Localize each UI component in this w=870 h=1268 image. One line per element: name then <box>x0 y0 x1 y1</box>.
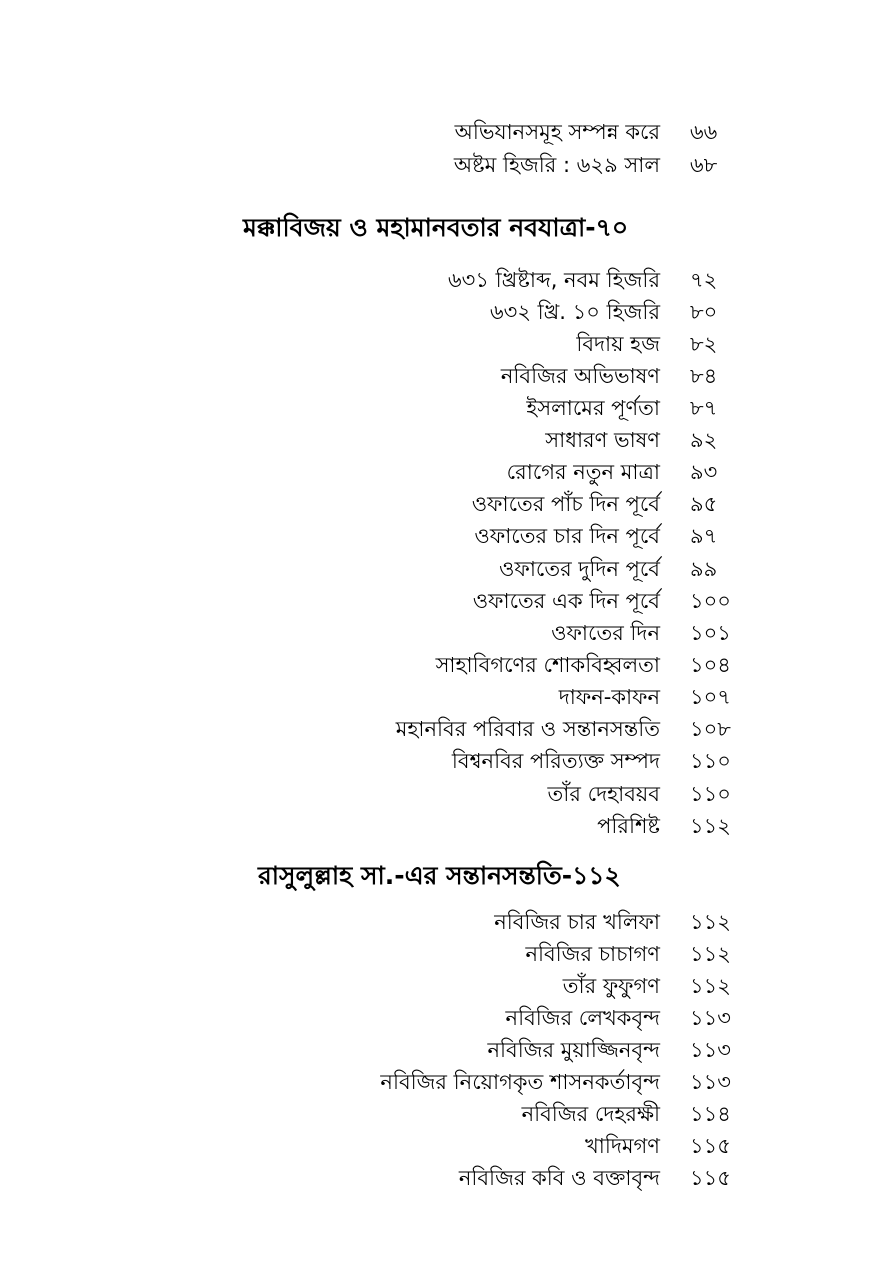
toc-entry-title: নবিজির লেখকবৃন্দ <box>505 1006 660 1030</box>
toc-entry <box>0 617 870 649</box>
toc-entry-page: ৬৬ <box>690 120 718 144</box>
toc-entry-title: ওফাতের এক দিন পূর্বে <box>472 589 660 613</box>
toc-entry <box>0 1162 870 1194</box>
toc-entry <box>0 328 870 360</box>
toc-entry <box>0 906 870 938</box>
toc-entry-page: ১১২ <box>690 814 731 838</box>
toc-entry-page: ১১২ <box>690 974 731 998</box>
toc-entry-page: ১১০ <box>690 749 731 773</box>
toc-entry-page: ১১৩ <box>690 1006 731 1030</box>
toc-entry <box>0 553 870 585</box>
toc-entry-title: ৬৩২ খ্রি. ১০ হিজরি <box>490 300 660 324</box>
toc-entry-page: ৬৮ <box>690 153 718 177</box>
toc-entry <box>0 745 870 777</box>
toc-entry-title: সাহাবিগণের শোকবিহ্বলতা <box>435 653 660 677</box>
toc-entry <box>0 456 870 488</box>
toc-entry <box>0 296 870 328</box>
toc-entry-page: ১০১ <box>690 621 731 645</box>
toc-entry <box>0 488 870 520</box>
toc-entry-title: ওফাতের দুদিন পূর্বে <box>499 557 660 581</box>
toc-entry-page: ১১৪ <box>690 1102 731 1126</box>
toc-entry-page: ৯৭ <box>690 524 718 548</box>
toc-entry-title: অষ্টম হিজরি : ৬২৯ সাল <box>453 153 660 177</box>
toc-entry <box>0 649 870 681</box>
toc-entry <box>0 810 870 842</box>
toc-entry-title: নবিজির অভিভাষণ <box>500 364 660 388</box>
toc-entry <box>0 585 870 617</box>
toc-entry <box>0 778 870 810</box>
toc-entry <box>0 938 870 970</box>
toc-entry-title: দাফন-কাফন <box>558 685 660 709</box>
toc-entry-page: ১০৪ <box>690 653 731 677</box>
toc-entry <box>0 360 870 392</box>
toc-entry-title: বিশ্বনবির পরিত্যক্ত সম্পদ <box>451 749 660 773</box>
toc-entry-title: ওফাতের পাঁচ দিন পূর্বে <box>471 492 660 516</box>
toc-entry-title: ইসলামের পূর্ণতা <box>526 396 660 420</box>
toc-entry <box>0 264 870 296</box>
toc-entry-page: ৯৯ <box>690 557 718 581</box>
toc-entry <box>0 1098 870 1130</box>
toc-entry-page: ১০৭ <box>690 685 731 709</box>
toc-entry <box>0 1130 870 1162</box>
toc-entry-title: অভিযানসমূহ সম্পন্ন করে <box>454 120 660 144</box>
toc-entry-title: মহানবির পরিবার ও সন্তানসন্ততি <box>395 717 660 741</box>
toc-entry-title: তাঁর দেহাবয়ব <box>547 782 660 806</box>
toc-entry-title: নবিজির মুয়াজ্জিনবৃন্দ <box>487 1038 660 1062</box>
toc-entry <box>0 713 870 745</box>
toc-entry <box>0 681 870 713</box>
toc-entry <box>0 970 870 1002</box>
toc-entry-title: খাদিমগণ <box>584 1134 660 1158</box>
toc-entry-title: ৬৩১ খ্রিষ্টাব্দ, নবম হিজরি <box>448 268 660 292</box>
section-heading: মক্কাবিজয় ও মহামানবতার নবযাত্রা-৭০ <box>243 213 629 242</box>
toc-entry-page: ১১২ <box>690 910 731 934</box>
toc-entry <box>0 1002 870 1034</box>
toc-entry-title: ওফাতের চার দিন পূর্বে <box>474 524 660 548</box>
toc-entry-page: ১০৮ <box>690 717 731 741</box>
toc-entry-title: নবিজির কবি ও বক্তাবৃন্দ <box>458 1166 660 1190</box>
toc-entry <box>0 1066 870 1098</box>
toc-entry <box>0 149 870 181</box>
toc-entry-title: ওফাতের দিন <box>551 621 660 645</box>
toc-entry-title: রোগের নতুন মাত্রা <box>506 460 660 484</box>
toc-entry-title: তাঁর ফুফুগণ <box>562 974 660 998</box>
toc-entry-page: ৮৭ <box>690 396 718 420</box>
toc-entry-page: ৮২ <box>690 332 718 356</box>
toc-entry-title: বিদায় হজ <box>576 332 660 356</box>
toc-entry-page: ১১৩ <box>690 1038 731 1062</box>
toc-entry-page: ১১০ <box>690 782 731 806</box>
toc-entry-page: ৯৩ <box>690 460 718 484</box>
toc-entry-page: ১১২ <box>690 942 731 966</box>
toc-entry-page: ১১৩ <box>690 1070 731 1094</box>
toc-entry-page: ১১৫ <box>690 1134 731 1158</box>
toc-entry <box>0 392 870 424</box>
section-heading: রাসুলুল্লাহ সা.-এর সন্তানসন্ততি-১১২ <box>258 861 621 890</box>
toc-entry <box>0 1034 870 1066</box>
toc-entry-page: ৮০ <box>690 300 718 324</box>
toc-entry-title: নবিজির দেহরক্ষী <box>521 1102 660 1126</box>
toc-entry-title: নবিজির চার খলিফা <box>494 910 660 934</box>
toc-entry-title: নবিজির নিয়োগকৃত শাসনকর্তাবৃন্দ <box>380 1070 660 1094</box>
toc-entry-page: ৭২ <box>690 268 718 292</box>
toc-entry <box>0 116 870 148</box>
toc-entry-title: সাধারণ ভাষণ <box>545 428 660 452</box>
toc-entry-page: ১১৫ <box>690 1166 731 1190</box>
toc-entry-page: ৯৫ <box>690 492 718 516</box>
toc-entry-title: নবিজির চাচাগণ <box>525 942 660 966</box>
toc-entry-page: ১০০ <box>690 589 731 613</box>
toc-entry-title: পরিশিষ্ট <box>597 814 660 838</box>
toc-entry-page: ৯২ <box>690 428 718 452</box>
toc-entry <box>0 520 870 552</box>
toc-entry <box>0 424 870 456</box>
toc-entry-page: ৮৪ <box>690 364 718 388</box>
